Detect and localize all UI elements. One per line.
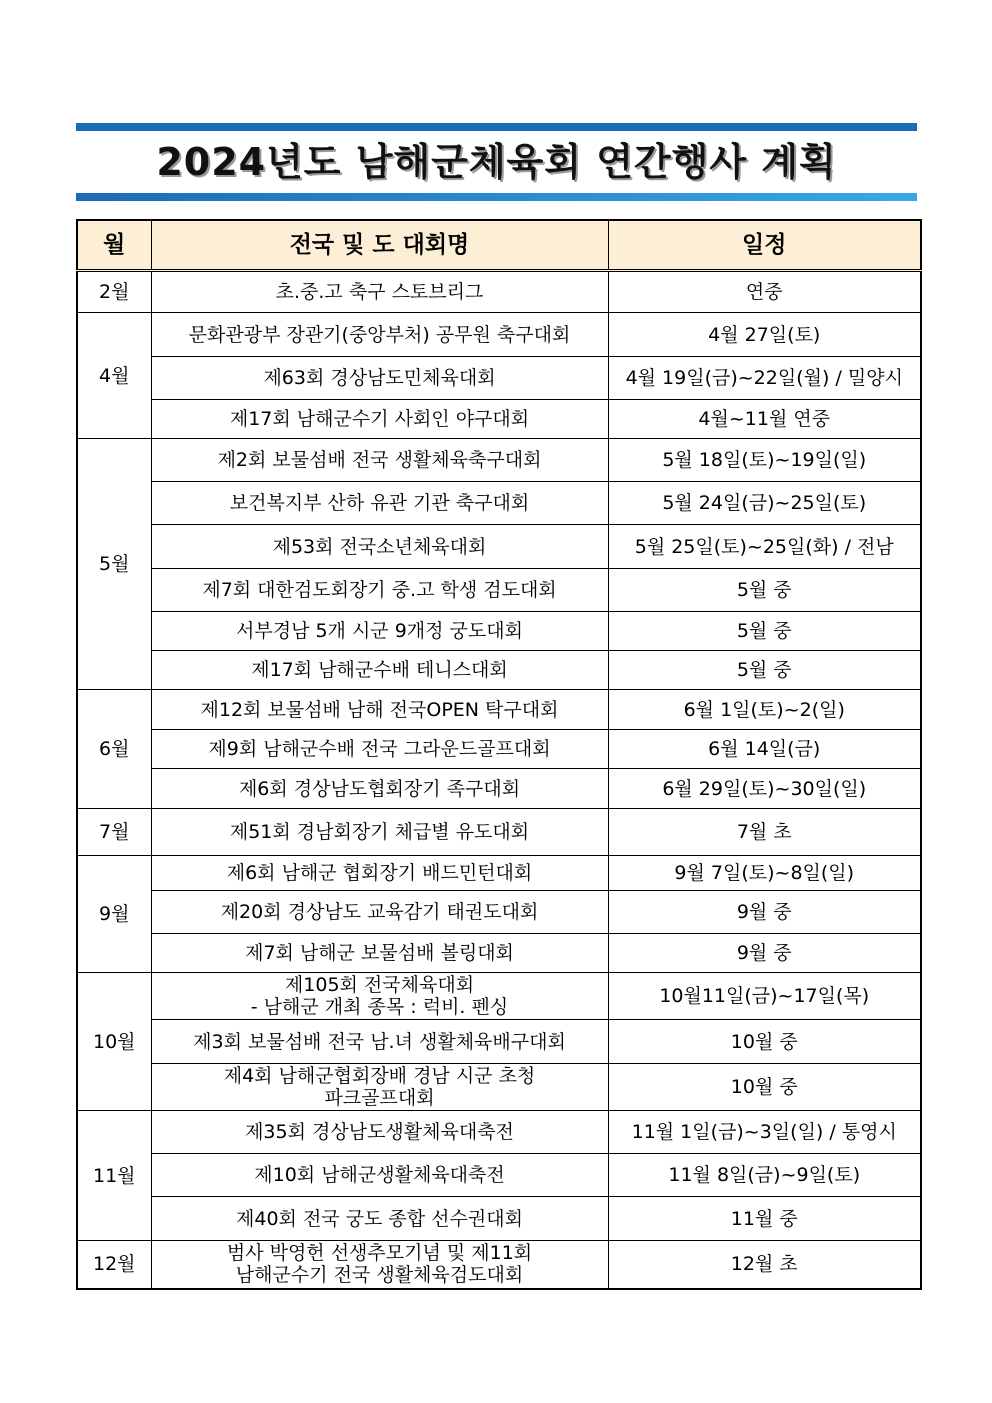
date-cell: 4월~11월 연중 xyxy=(608,400,921,439)
event-cell: 제17회 남해군수기 사회인 야구대회 xyxy=(151,400,608,439)
date-cell: 5월 중 xyxy=(608,651,921,690)
event-cell: 제12회 보물섬배 남해 전국OPEN 탁구대회 xyxy=(151,690,608,730)
month-cell: 10월 xyxy=(77,973,151,1111)
table-row xyxy=(77,1064,921,1111)
date-cell: 11월 8일(금)~9일(토) xyxy=(608,1154,921,1197)
table-row xyxy=(77,651,921,690)
month-cell: 11월 xyxy=(77,1111,151,1241)
date-cell: 5월 중 xyxy=(608,612,921,651)
event-cell: 제51회 경남회장기 체급별 유도대회 xyxy=(151,809,608,856)
table-row xyxy=(77,973,921,1020)
table-header-row xyxy=(77,220,921,271)
table-row xyxy=(77,313,921,357)
event-cell: 제3회 보물섬배 전국 남.녀 생활체육배구대회 xyxy=(151,1020,608,1064)
table-row xyxy=(77,612,921,651)
table-row xyxy=(77,809,921,856)
month-cell: 6월 xyxy=(77,690,151,809)
table-row xyxy=(77,271,921,313)
table-row xyxy=(77,357,921,400)
event-cell: 제35회 경상남도생활체육대축전 xyxy=(151,1111,608,1154)
month-cell: 2월 xyxy=(77,271,151,313)
date-cell: 10월 중 xyxy=(608,1020,921,1064)
event-line: 제4회 남해군협회장배 경남 시군 초청 xyxy=(223,1065,536,1087)
date-cell: 5월 중 xyxy=(608,569,921,612)
event-cell: 제53회 전국소년체육대회 xyxy=(151,525,608,569)
date-cell: 9월 중 xyxy=(608,891,921,934)
title-banner xyxy=(76,123,917,201)
date-cell: 5월 18일(토)~19일(일) xyxy=(608,439,921,482)
table-row xyxy=(77,1197,921,1241)
date-cell: 6월 29일(토)~30일(일) xyxy=(608,769,921,809)
date-cell: 10월 중 xyxy=(608,1064,921,1111)
table-row xyxy=(77,690,921,730)
table-row xyxy=(77,1020,921,1064)
title-bottom-bar xyxy=(76,193,917,201)
event-cell xyxy=(151,1064,608,1111)
month-cell: 4월 xyxy=(77,313,151,439)
date-cell: 7월 초 xyxy=(608,809,921,856)
event-cell: 서부경남 5개 시군 9개정 궁도대회 xyxy=(151,612,608,651)
table-row xyxy=(77,730,921,769)
header-month: 월 xyxy=(77,220,151,271)
month-cell: 9월 xyxy=(77,856,151,973)
month-cell: 7월 xyxy=(77,809,151,856)
event-line: 범사 박영헌 선생추모기념 및 제11회 xyxy=(226,1242,533,1265)
table-row xyxy=(77,1111,921,1154)
event-cell: 제63회 경상남도민체육대회 xyxy=(151,357,608,400)
event-cell: 제2회 보물섬배 전국 생활체육축구대회 xyxy=(151,439,608,482)
event-cell: 제7회 대한검도회장기 중.고 학생 검도대회 xyxy=(151,569,608,612)
table-row xyxy=(77,525,921,569)
table-row xyxy=(77,1154,921,1197)
event-cell xyxy=(151,1241,608,1289)
table-row xyxy=(77,569,921,612)
header-date: 일정 xyxy=(608,220,921,271)
event-cell: 제6회 남해군 협회장기 배드민턴대회 xyxy=(151,856,608,891)
event-cell: 제10회 남해군생활체육대축전 xyxy=(151,1154,608,1197)
table-row xyxy=(77,482,921,525)
month-cell: 5월 xyxy=(77,439,151,690)
event-cell: 제17회 남해군수배 테니스대회 xyxy=(151,651,608,690)
event-cell xyxy=(151,973,608,1020)
date-cell: 10월11일(금)~17일(목) xyxy=(608,973,921,1020)
table-body xyxy=(77,271,921,1289)
event-line: 제105회 전국체육대회 xyxy=(284,974,475,996)
date-cell: 9월 중 xyxy=(608,934,921,973)
date-cell: 연중 xyxy=(608,271,921,313)
date-cell: 6월 1일(토)~2(일) xyxy=(608,690,921,730)
event-cell: 제20회 경상남도 교육감기 태권도대회 xyxy=(151,891,608,934)
event-line: 남해군수기 전국 생활체육검도대회 xyxy=(235,1264,524,1287)
table-row xyxy=(77,769,921,809)
event-cell: 제9회 남해군수배 전국 그라운드골프대회 xyxy=(151,730,608,769)
event-line: 파크골프대회 xyxy=(324,1087,435,1109)
date-cell: 5월 24일(금)~25일(토) xyxy=(608,482,921,525)
event-cell: 보건복지부 산하 유관 기관 축구대회 xyxy=(151,482,608,525)
date-cell: 9월 7일(토)~8일(일) xyxy=(608,856,921,891)
date-cell: 4월 19일(금)~22일(월) / 밀양시 xyxy=(608,357,921,400)
month-cell: 12월 xyxy=(77,1241,151,1289)
event-cell: 문화관광부 장관기(중앙부처) 공무원 축구대회 xyxy=(151,313,608,357)
event-cell: 제7회 남해군 보물섬배 볼링대회 xyxy=(151,934,608,973)
page-title: 2024년도 남해군체육회 연간행사 계획 xyxy=(156,140,837,184)
date-cell: 11월 중 xyxy=(608,1197,921,1241)
event-line: - 남해군 개최 종목 : 럭비. 펜싱 xyxy=(250,996,509,1018)
event-cell: 초.중.고 축구 스토브리그 xyxy=(151,271,608,313)
table-row xyxy=(77,400,921,439)
date-cell: 11월 1일(금)~3일(일) / 통영시 xyxy=(608,1111,921,1154)
date-cell: 6월 14일(금) xyxy=(608,730,921,769)
title-top-bar xyxy=(76,123,917,131)
header-event: 전국 및 도 대회명 xyxy=(151,220,608,271)
date-cell: 12월 초 xyxy=(608,1241,921,1289)
event-cell: 제6회 경상남도협회장기 족구대회 xyxy=(151,769,608,809)
table-row xyxy=(77,1241,921,1289)
date-cell: 4월 27일(토) xyxy=(608,313,921,357)
date-cell: 5월 25일(토)~25일(화) / 전남 xyxy=(608,525,921,569)
table-row xyxy=(77,439,921,482)
table-row xyxy=(77,856,921,891)
table-row xyxy=(77,934,921,973)
schedule-table xyxy=(76,219,922,1290)
table-row xyxy=(77,891,921,934)
event-cell: 제40회 전국 궁도 종합 선수권대회 xyxy=(151,1197,608,1241)
